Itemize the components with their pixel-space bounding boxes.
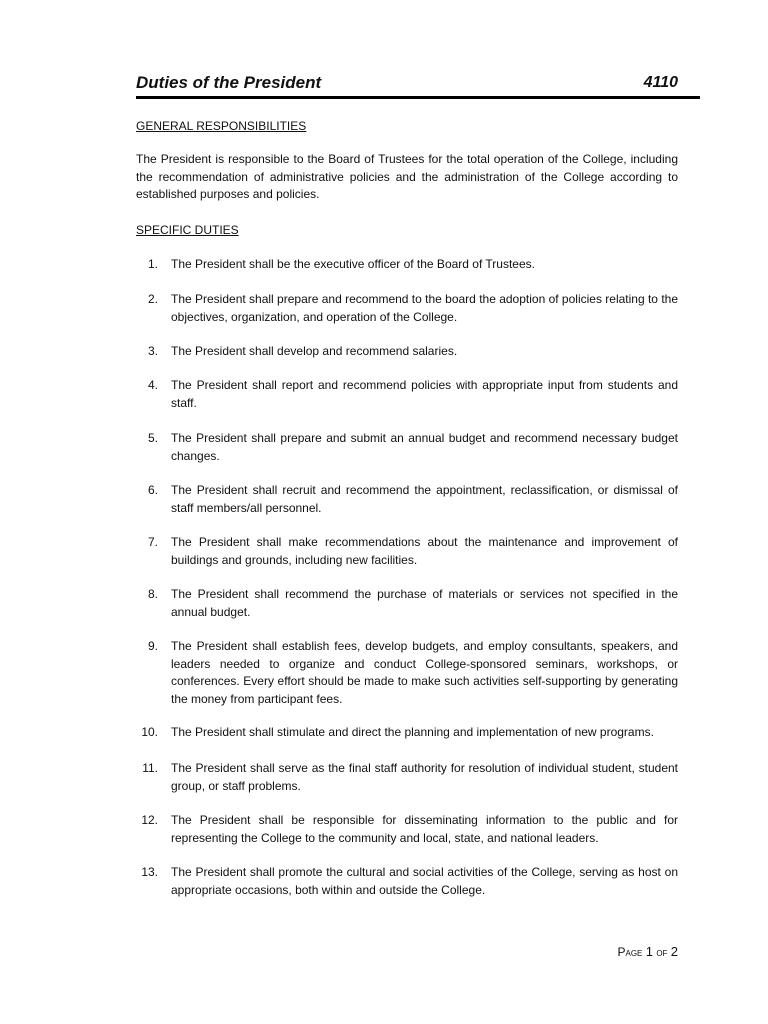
duty-text: The President shall establish fees, develop budgets, and employ consultants, speakers, and leaders needed to organize and conduct College-sponsored seminars, workshops, or conferences. Every effort should be made to make such activities self-supporting by generating the money from participant fees. xyxy=(171,639,678,706)
duty-number: 11. xyxy=(142,761,158,775)
duty-text: The President shall serve as the final staff authority for resolution of individual student, student group, or staff problems. xyxy=(171,761,678,793)
document-title: Duties of the President xyxy=(136,73,322,92)
duty-number: 10. xyxy=(141,725,158,739)
of-label: of xyxy=(656,945,668,959)
duty-number: 6. xyxy=(147,483,158,497)
duty-text: The President shall recruit and recommend the appointment, reclassification, or dismissal of staff members/all personnel. xyxy=(171,483,678,515)
duty-number: 4. xyxy=(147,378,158,392)
duty-number: 5. xyxy=(147,431,158,445)
total-page-number: 2 xyxy=(670,944,678,959)
duty-number: 7. xyxy=(147,535,158,549)
duty-number: 3. xyxy=(147,344,158,358)
general-responsibilities-heading: GENERAL RESPONSIBILITIES xyxy=(136,119,307,133)
duty-text: The President shall promote the cultural and social activities of the College, serving as host on appropriate occasions, both within and outside the College. xyxy=(171,865,678,897)
duty-number: 12. xyxy=(141,813,158,827)
current-page-number: 1 xyxy=(645,944,653,959)
duty-number: 13. xyxy=(141,865,158,879)
duty-number: 1. xyxy=(147,257,158,271)
duty-text: The President shall prepare and recommend to the board the adoption of policies relating to the objectives, organization, and operation of the College. xyxy=(171,292,678,324)
page-number-footer xyxy=(617,944,678,960)
duty-number: 2. xyxy=(147,292,158,306)
policy-number: 4110 xyxy=(643,74,678,91)
duty-text: The President shall be responsible for disseminating information to the public and for representing the College to the community and local, state, and national leaders. xyxy=(171,813,678,845)
duty-number: 9. xyxy=(147,639,158,653)
duty-number: 8. xyxy=(147,587,158,601)
duty-text: The President shall make recommendations about the maintenance and improvement of buildings and grounds, including new facilities. xyxy=(171,535,678,567)
duty-text: The President shall recommend the purchase of materials or services not specified in the annual budget. xyxy=(171,587,678,619)
duty-text: The President shall develop and recommend salaries. xyxy=(171,344,458,358)
specific-duties-heading: SPECIFIC DUTIES xyxy=(136,223,239,237)
duty-text: The President shall be the executive officer of the Board of Trustees. xyxy=(171,257,535,271)
document-header xyxy=(136,72,700,99)
duty-text: The President shall prepare and submit an annual budget and recommend necessary budget changes. xyxy=(171,431,678,463)
page-label: Page xyxy=(617,945,643,959)
duty-text: The President shall report and recommend policies with appropriate input from students and staff. xyxy=(171,378,678,410)
general-responsibilities-paragraph: The President is responsible to the Board of Trustees for the total operation of the College, including the recommendation of administrative policies and the administration of the College according to established purposes and policies. xyxy=(136,152,678,201)
duty-text: The President shall stimulate and direct the planning and implementation of new programs. xyxy=(171,725,654,739)
